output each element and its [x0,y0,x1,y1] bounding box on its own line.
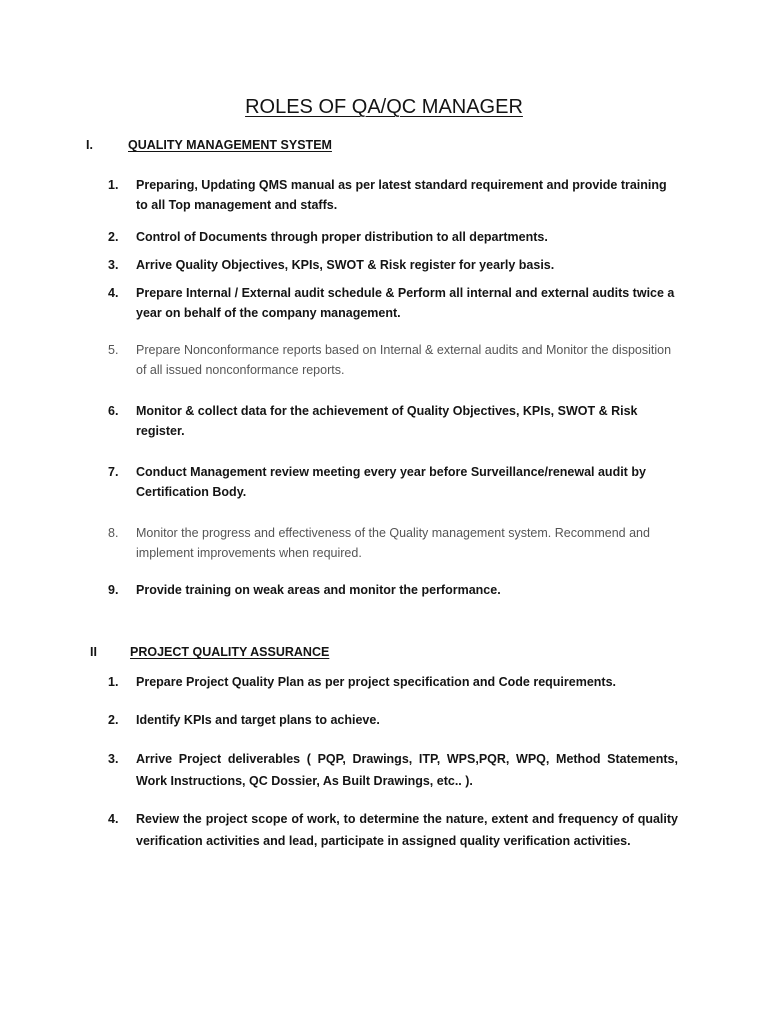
item-number: 8. [108,526,119,540]
list-item [108,672,678,692]
list-item [108,401,678,441]
section-title: PROJECT QUALITY ASSURANCE [130,645,330,659]
item-text: Monitor the progress and effectiveness of the Quality management system. Recommend and implement improvements when required. [136,526,650,560]
item-number: 5. [108,343,119,357]
item-number: 2. [108,230,119,244]
item-text: Arrive Quality Objectives, KPIs, SWOT & Risk register for yearly basis. [136,258,555,272]
list-item [108,227,678,247]
item-number: 2. [108,713,119,727]
item-text: Identify KPIs and target plans to achieve. [136,713,380,727]
item-text: Review the project scope of work, to determine the nature, extent and frequency of quality verification activities and lead, participate in assigned quality verification activities. [136,812,678,848]
section-title: QUALITY MANAGEMENT SYSTEM [128,138,332,152]
item-number: 9. [108,583,119,597]
list-item [108,580,678,600]
item-number: 4. [108,812,119,826]
section-number: I. [86,138,93,152]
item-text: Prepare Nonconformance reports based on Internal & external audits and Monitor the disposition of all issued nonconformance reports. [136,343,672,377]
item-text: Preparing, Updating QMS manual as per latest standard requirement and provide training to all Top management and staffs. [136,178,667,212]
item-text: Provide training on weak areas and monitor the performance. [136,583,501,597]
item-text: Prepare Internal / External audit schedule & Perform all internal and external audits twice a year on behalf of the company management. [136,286,675,320]
list-item [108,340,678,380]
item-text: Prepare Project Quality Plan as per project specification and Code requirements. [136,675,617,689]
section-heading-qms [86,136,686,154]
list-item [108,523,678,563]
item-number: 1. [108,178,119,192]
item-number: 6. [108,404,119,418]
item-text: Control of Documents through proper distribution to all departments. [136,230,548,244]
page-title: ROLES OF QA/QC MANAGER [245,96,523,118]
list-item [108,710,678,730]
list-item [108,462,678,502]
item-text: Monitor & collect data for the achievement of Quality Objectives, KPIs, SWOT & Risk register. [136,404,638,438]
list-item [108,175,678,215]
item-number: 3. [108,752,119,766]
item-text: Conduct Management review meeting every year before Surveillance/renewal audit by Certification Body. [136,465,646,499]
item-number: 3. [108,258,119,272]
item-number: 1. [108,675,119,689]
item-number: 7. [108,465,119,479]
list-item [108,808,678,852]
section-heading-pqa [90,643,690,661]
list-item [108,748,678,792]
list-item [108,255,678,275]
item-number: 4. [108,286,119,300]
item-text: Arrive Project deliverables ( PQP, Drawings, ITP, WPS,PQR, WPQ, Method Statements, Work Instructions, QC Dossier, As Built Drawings, etc.. ). [136,752,678,788]
section-number: II [90,645,97,659]
list-item [108,283,678,323]
